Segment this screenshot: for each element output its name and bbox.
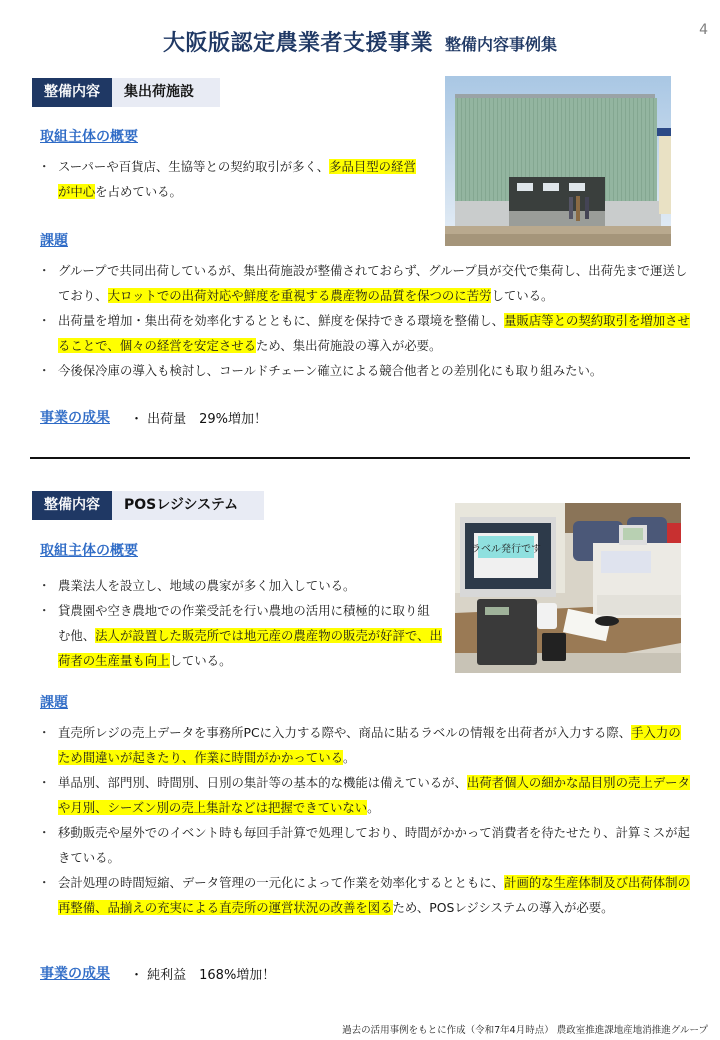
text-segment: を占めている。: [95, 184, 182, 199]
text-segment: 農業法人を設立し、地域の農家が多く加入している。: [58, 578, 356, 593]
case1-tag: [32, 78, 220, 107]
case1-overview-list: [30, 154, 425, 204]
text-segment: 会計処理の時間短縮、データ管理の一元化によって作業を効率化するとともに、: [58, 875, 505, 890]
case2-tag: [32, 491, 264, 520]
list-item: [30, 870, 690, 920]
page-title: [0, 26, 720, 57]
case1-result: [40, 407, 267, 427]
text-segment: グループで共同出荷しているが、集出荷施設が整備されておらず、グループ員が交代で集荷し、出荷先まで運送しており、: [58, 263, 688, 303]
case1-tag-label: 整備内容: [32, 78, 112, 107]
text-segment: 今後保冷庫の導入も検討し、コールドチェーン確立による競合他者との差別化にも取り組みたい。: [58, 363, 603, 378]
highlighted-text: 出荷者個人の細かな品目別の売上データや月別、シーズン別の売上集計などは把握できていない: [58, 775, 690, 815]
case2-tag-value: POSレジシステム: [112, 491, 264, 520]
text-segment: 移動販売や屋外でのイベント時も毎回手計算で処理しており、時間がかかって消費者を待たせたり、計算ミスが起きている。: [58, 825, 690, 865]
text-segment: 出荷量を増加・集出荷を効率化するとともに、鮮度を保持できる環境を整備し、: [58, 313, 505, 328]
case2-photo-pos: [455, 503, 681, 673]
title-main: 大阪版認定農業者支援事業: [162, 31, 433, 56]
text-segment: ため、集出荷施設の導入が必要。: [256, 338, 442, 353]
case1-result-heading: 事業の成果: [40, 410, 110, 426]
highlighted-text: 多品目型の経営が中心: [58, 159, 416, 199]
text-segment: 貸農園や空き農地での作業受託を行い農地の活用に積極的に取り組む他、: [58, 603, 430, 643]
case2-issues-list: [30, 720, 690, 920]
bullet-list: [30, 258, 690, 383]
case1-issues-list: [30, 258, 690, 383]
list-item: [30, 820, 690, 870]
case2-result-value: ・ 純利益 168%増加！: [130, 967, 276, 983]
footer-note: 過去の活用事例をもとに作成（令和7年4月時点） 農政室推進課地産地消推進グループ: [342, 1025, 708, 1036]
case2-issues-heading: 課題: [40, 695, 68, 711]
text-segment: 直売所レジの売上データを事務所PCに入力する際や、商品に貼るラベルの情報を出荷者が入力する際、: [58, 725, 632, 740]
case2-result: [40, 963, 275, 983]
case1-tag-value: 集出荷施設: [112, 78, 220, 107]
highlighted-text: 計画的な生産体制及び出荷体制の再整備、品揃えの充実による直売所の運営状況の改善を図る: [58, 875, 690, 915]
highlighted-text: 手入力のため間違いが起きたり、作業に時間がかかっている: [58, 725, 681, 765]
bullet-list: [30, 573, 442, 673]
case1-issues-heading: 課題: [40, 233, 68, 249]
case2-result-heading: 事業の成果: [40, 966, 110, 982]
warehouse-photo-image: [445, 76, 671, 246]
title-subtitle: 整備内容事例集: [445, 35, 558, 54]
text-segment: している。: [491, 288, 554, 303]
highlighted-text: 量販店等との契約取引を増加させることで、個々の経営を安定させる: [58, 313, 690, 353]
case2-tag-label: 整備内容: [32, 491, 112, 520]
pos-photo-image: [455, 503, 681, 673]
case2-overview-heading: 取組主体の概要: [40, 543, 138, 559]
list-item: [30, 358, 690, 383]
list-item: [30, 598, 442, 673]
text-segment: 。: [342, 750, 356, 765]
text-segment: している。: [169, 653, 232, 668]
list-item: [30, 308, 690, 358]
highlighted-text: 法人が設置した販売所では地元産の農産物の販売が好評で、出荷者の生産量も向上: [58, 628, 442, 668]
bullet-list: [30, 154, 425, 204]
section-divider: [30, 457, 690, 459]
text-segment: スーパーや百貨店、生協等との契約取引が多く、: [58, 159, 330, 174]
text-segment: ため、POSレジシステムの導入が必要。: [392, 900, 614, 915]
list-item: [30, 573, 442, 598]
list-item: [30, 154, 425, 204]
list-item: [30, 720, 690, 770]
page-number: 4: [699, 22, 708, 38]
case1-result-value: ・ 出荷量 29%増加！: [130, 411, 268, 427]
list-item: [30, 258, 690, 308]
text-segment: 。: [367, 800, 380, 815]
case1-photo-warehouse: [445, 76, 671, 246]
list-item: [30, 770, 690, 820]
bullet-list: [30, 720, 690, 920]
highlighted-text: 大ロットでの出荷対応や鮮度を重視する農産物の品質を保つのに苦労: [107, 288, 492, 303]
text-segment: 単品別、部門別、時間別、日別の集計等の基本的な機能は備えているが、: [58, 775, 467, 790]
svg-text:ラベル発行です: ラベル発行です: [471, 544, 541, 555]
case1-overview-heading: 取組主体の概要: [40, 129, 138, 145]
case2-overview-list: [30, 573, 442, 673]
